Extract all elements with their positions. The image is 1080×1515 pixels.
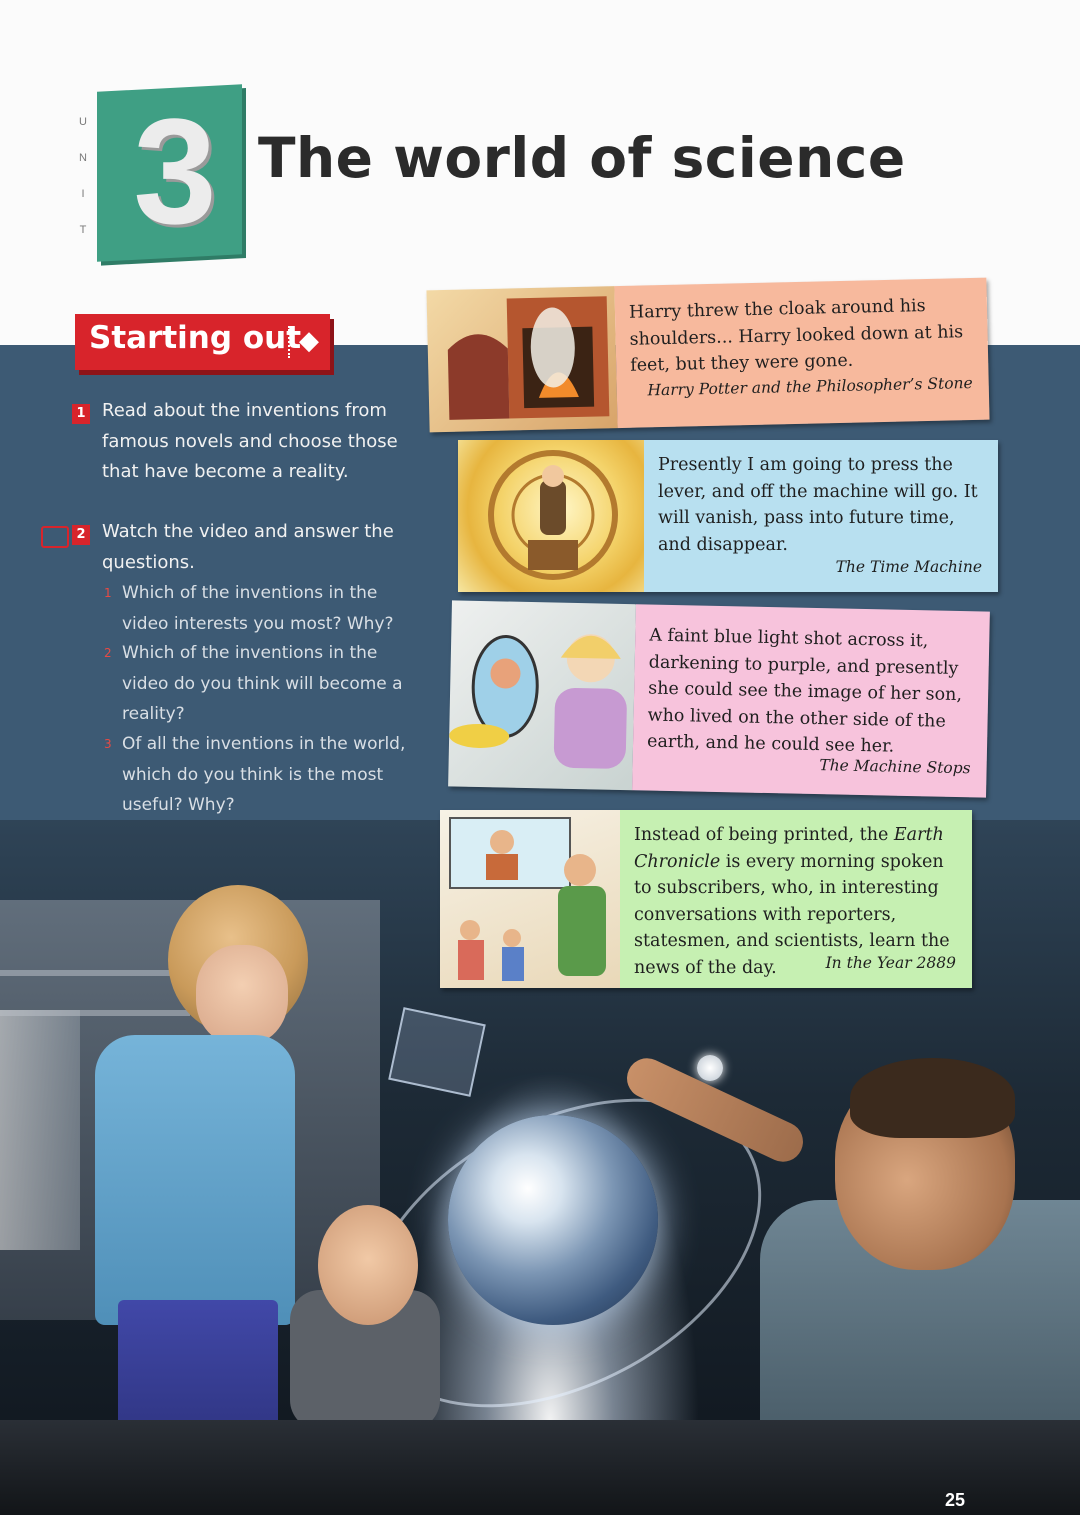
excerpt-illustration <box>440 810 620 988</box>
section-label: Starting out <box>89 320 302 356</box>
excerpt-quote-text: Instead of being printed, the <box>634 825 894 845</box>
unit-vertical-label <box>78 104 90 254</box>
activity-2-text: Watch the video and answer the questions. <box>102 521 394 573</box>
unit-letter: N <box>79 152 89 164</box>
boy-face <box>196 945 288 1045</box>
excerpt-quote: Presently I am going to press the lever, and off the machine will go. It will vanish, pass into future time, and disappear. <box>658 455 978 555</box>
unit-letter: U <box>79 116 89 128</box>
section-separator <box>288 326 292 358</box>
video-icon <box>41 526 69 548</box>
question-item: Which of the inventions in the video interests you most? Why? <box>122 583 394 634</box>
man-hair <box>850 1058 1015 1138</box>
excerpt-illustration <box>448 600 636 790</box>
excerpt-source: The Time Machine <box>835 558 982 576</box>
excerpt-card-machine-stops <box>448 600 990 797</box>
diamond-icon: ◆ <box>299 326 319 356</box>
page-number: 25 <box>945 1490 966 1510</box>
boy-shirt <box>95 1035 295 1325</box>
unit-letter: I <box>81 188 87 200</box>
page-title: The world of science <box>258 126 906 190</box>
excerpt-source: Harry Potter and the Philosopher’s Stone <box>647 374 973 400</box>
excerpt-quote-title: Earth Chronicle <box>634 825 944 872</box>
excerpt-card-harry-potter <box>426 278 989 433</box>
activity-number-badge: 1 <box>72 404 90 424</box>
excerpt-source: In the Year 2889 <box>825 954 956 972</box>
hologram-earth <box>448 1115 658 1325</box>
excerpt-source: The Machine Stops <box>819 756 971 778</box>
question-number: 2 <box>104 646 112 660</box>
excerpt-quote-text: is every morning spoken to subscribers, who, in interesting conversations with reporters, statesmen, and scientists, learn the news of the day. <box>634 851 950 978</box>
excerpt-text-panel <box>644 440 998 592</box>
excerpt-quote: Harry threw the cloak around his shoulders... Harry looked down at his feet, but they were gone. <box>628 296 964 376</box>
section-tag <box>75 314 330 370</box>
excerpt-card-year-2889 <box>440 810 972 988</box>
unit-letter: T <box>79 224 89 236</box>
activity-1-text: Read about the inventions from famous novels and choose those that have become a reality. <box>102 400 398 482</box>
question-item: Which of the inventions in the video do you think will become a reality? <box>122 643 403 724</box>
activity-number-badge: 2 <box>72 525 90 545</box>
shelf <box>0 1010 190 1016</box>
unit-number: 3 <box>133 87 217 255</box>
girl-face <box>318 1205 418 1325</box>
question-number: 3 <box>104 737 112 751</box>
table <box>0 1420 1080 1515</box>
excerpt-text-panel <box>620 810 972 988</box>
hologram-moon <box>697 1055 723 1081</box>
question-number: 1 <box>104 586 112 600</box>
question-item: Of all the inventions in the world, which do you think is the most useful? Why? <box>122 734 406 815</box>
window-light <box>0 1010 80 1250</box>
excerpt-illustration <box>426 286 617 432</box>
excerpt-text-panel <box>632 604 990 797</box>
excerpt-quote: A faint blue light shot across it, darkening to purple, and presently she could see the image of her son, who lived on the other side of the earth, and he could see her. <box>646 625 963 757</box>
excerpt-illustration <box>458 440 644 592</box>
excerpt-text-panel <box>614 278 989 428</box>
excerpt-card-time-machine <box>458 440 998 592</box>
shelf <box>0 970 190 976</box>
